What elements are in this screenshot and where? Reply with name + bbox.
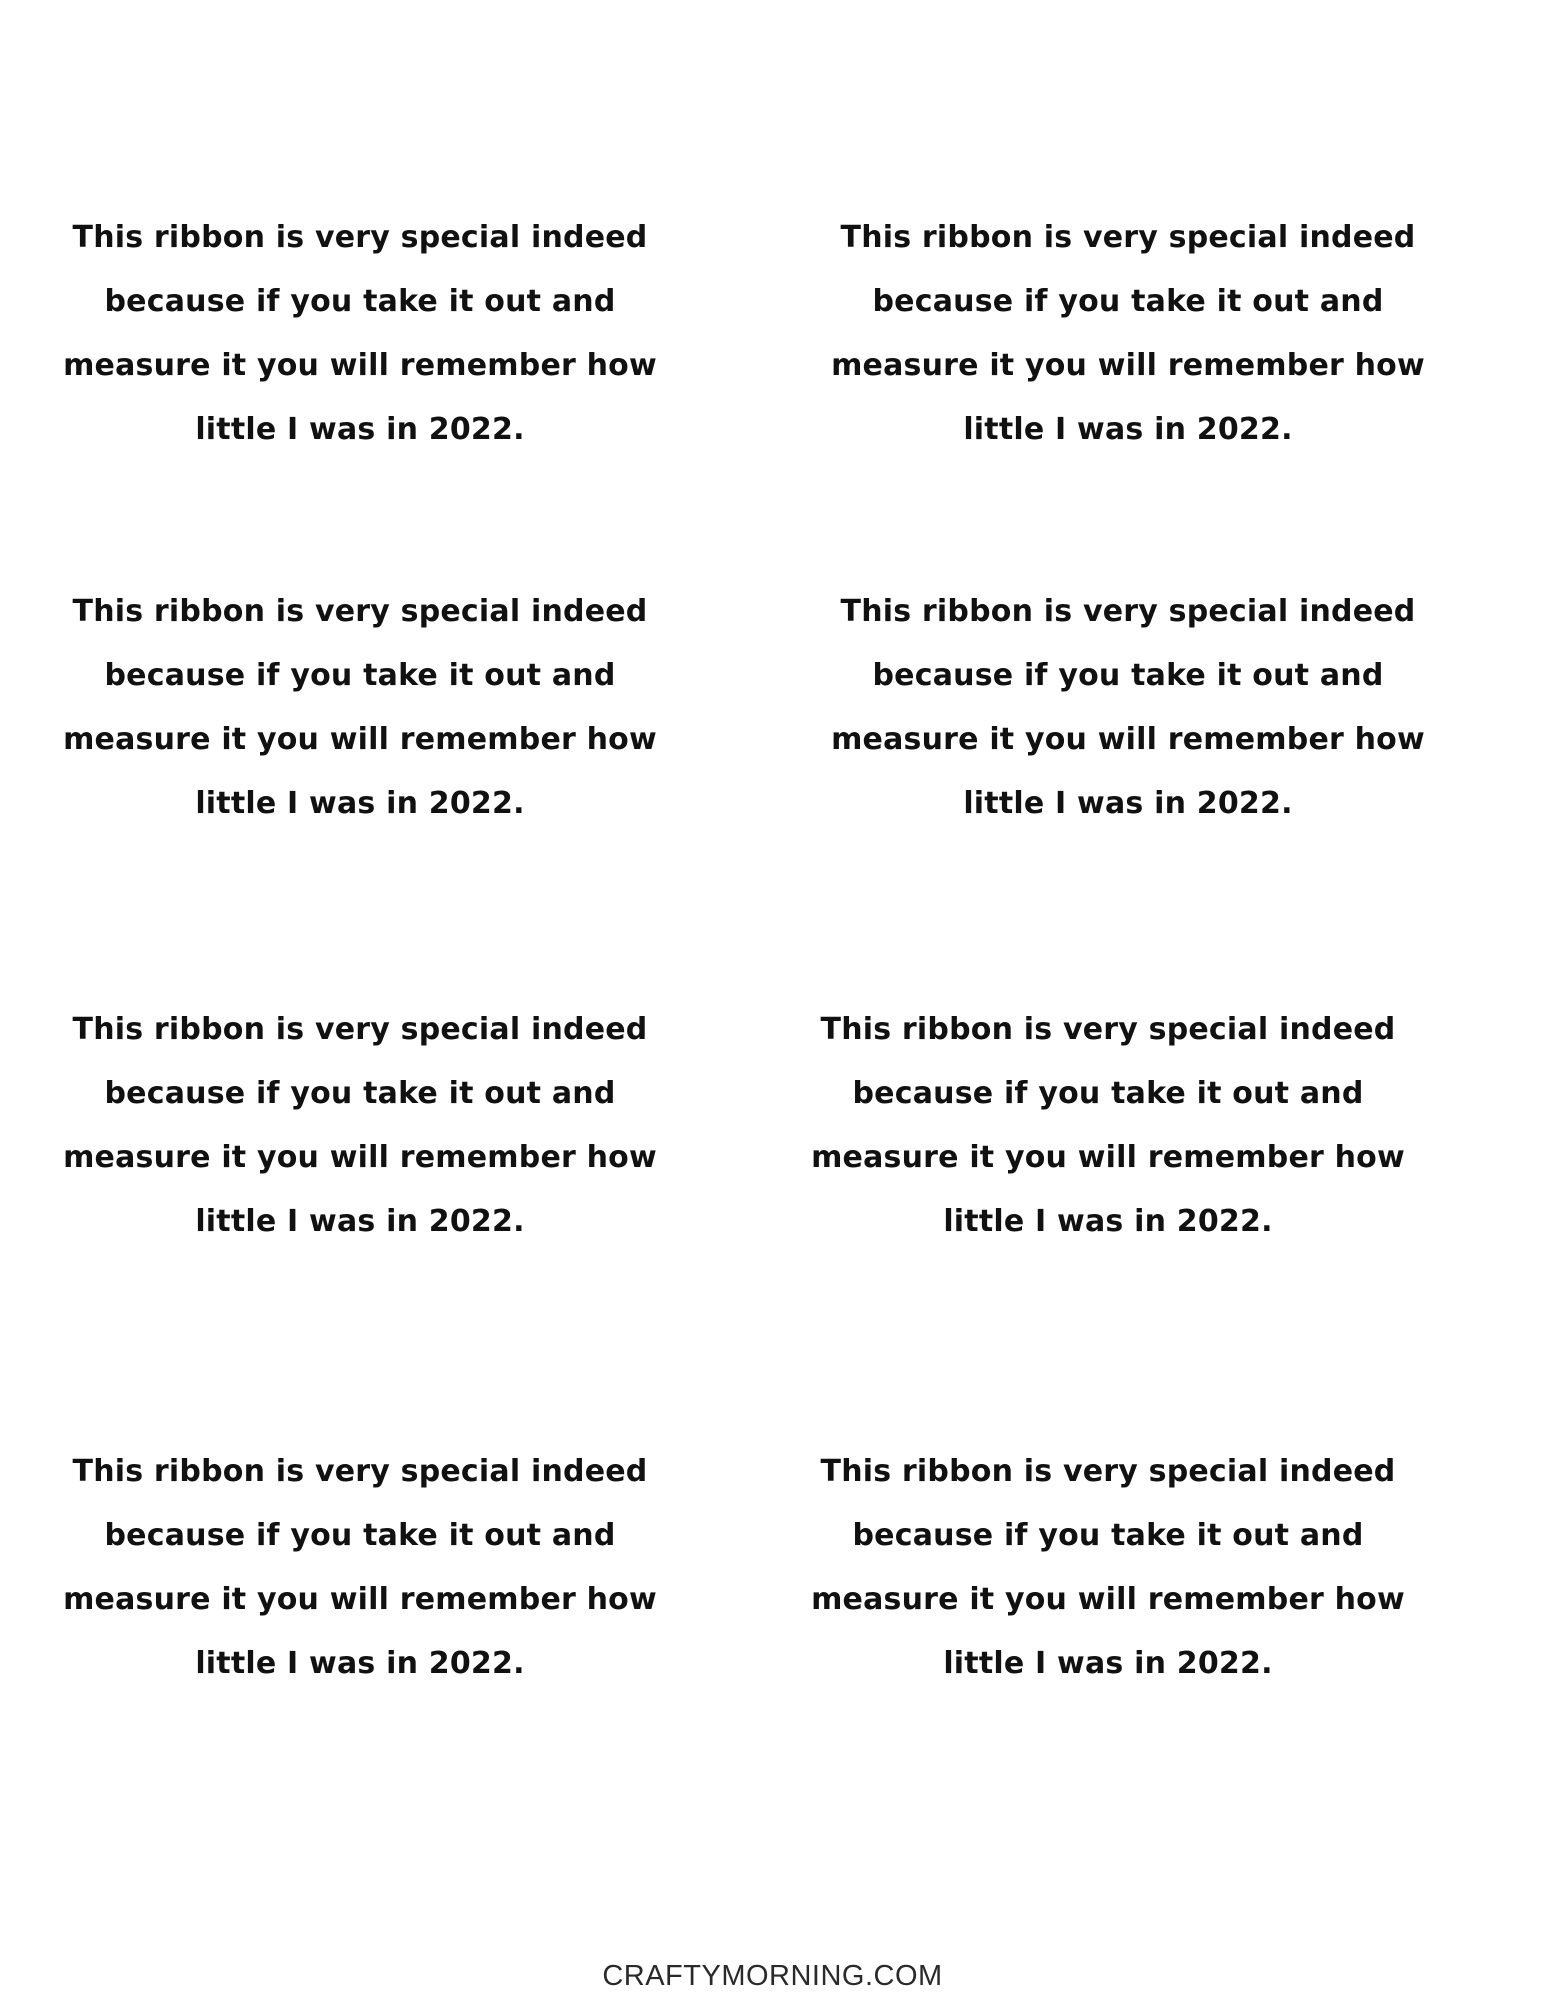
poem-line: little I was in 2022. — [195, 1204, 525, 1239]
poem-line: because if you take it out and — [852, 1076, 1364, 1111]
site-footer: CRAFTYMORNING.COM — [602, 1960, 943, 1992]
poem-line: little I was in 2022. — [943, 1646, 1273, 1681]
poem-line: little I was in 2022. — [963, 412, 1293, 447]
poem-line: because if you take it out and — [104, 1518, 616, 1553]
poem-line: This ribbon is very special indeed — [72, 1454, 648, 1489]
poem-line: measure it you will remember how — [63, 1140, 657, 1175]
poem-line: This ribbon is very special indeed — [820, 1454, 1396, 1489]
poem-line: This ribbon is very special indeed — [72, 1012, 648, 1047]
poem-line: measure it you will remember how — [811, 1140, 1405, 1175]
poem-line: because if you take it out and — [104, 658, 616, 693]
poem-line: because if you take it out and — [104, 1076, 616, 1111]
poem-line: because if you take it out and — [852, 1518, 1364, 1553]
poem-line: measure it you will remember how — [831, 722, 1425, 757]
ribbon-poem-card — [808, 580, 1448, 836]
poem-line: because if you take it out and — [872, 284, 1384, 319]
poem-line: measure it you will remember how — [63, 1582, 657, 1617]
ribbon-poem-card — [808, 206, 1448, 462]
ribbon-poem-card — [40, 1440, 680, 1696]
poem-line: because if you take it out and — [872, 658, 1384, 693]
poem-line: This ribbon is very special indeed — [72, 220, 648, 255]
poem-line: This ribbon is very special indeed — [820, 1012, 1396, 1047]
poem-line: little I was in 2022. — [195, 786, 525, 821]
poem-line: measure it you will remember how — [63, 722, 657, 757]
poem-line: little I was in 2022. — [195, 1646, 525, 1681]
ribbon-poem-card — [40, 580, 680, 836]
ribbon-poem-card — [788, 998, 1428, 1254]
ribbon-poem-card — [40, 206, 680, 462]
poem-line: This ribbon is very special indeed — [840, 594, 1416, 629]
poem-line: little I was in 2022. — [943, 1204, 1273, 1239]
poem-line: because if you take it out and — [104, 284, 616, 319]
poem-line: measure it you will remember how — [63, 348, 657, 383]
poem-line: This ribbon is very special indeed — [72, 594, 648, 629]
poem-line: little I was in 2022. — [963, 786, 1293, 821]
ribbon-poem-card — [40, 998, 680, 1254]
poem-line: This ribbon is very special indeed — [840, 220, 1416, 255]
ribbon-poem-card — [788, 1440, 1428, 1696]
poem-line: measure it you will remember how — [831, 348, 1425, 383]
poem-line: little I was in 2022. — [195, 412, 525, 447]
poem-line: measure it you will remember how — [811, 1582, 1405, 1617]
